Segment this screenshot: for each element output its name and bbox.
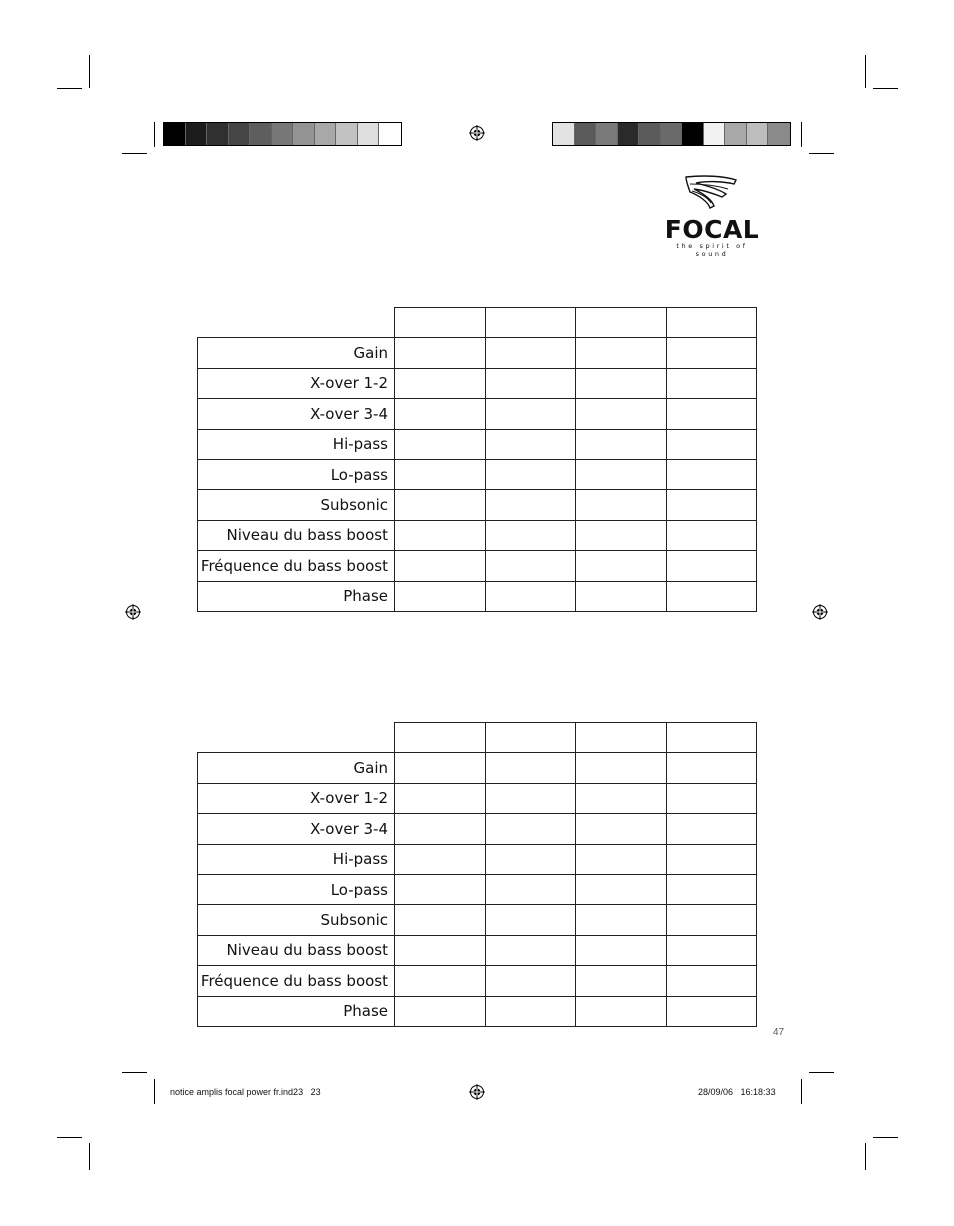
color-swatch — [575, 123, 597, 145]
color-swatch — [229, 123, 251, 145]
table-cell[interactable] — [576, 399, 667, 429]
table-cell[interactable] — [576, 905, 667, 935]
table-cell[interactable] — [395, 520, 486, 550]
table-cell[interactable] — [666, 723, 757, 753]
table-row — [198, 459, 757, 489]
table-cell[interactable] — [395, 551, 486, 581]
color-swatch — [379, 123, 401, 145]
table-header-row — [198, 723, 757, 753]
color-swatch — [768, 123, 790, 145]
table-cell[interactable] — [395, 753, 486, 783]
table-cell[interactable] — [576, 368, 667, 398]
row-label: Lo-pass — [198, 459, 395, 489]
crop-mark — [865, 55, 866, 88]
table-cell[interactable] — [576, 308, 667, 338]
color-swatch — [358, 123, 380, 145]
table-cell[interactable] — [576, 429, 667, 459]
table-row — [198, 581, 757, 611]
table-row — [198, 996, 757, 1026]
table-cell[interactable] — [576, 783, 667, 813]
table-cell[interactable] — [576, 338, 667, 368]
table-cell[interactable] — [485, 399, 576, 429]
table-cell[interactable] — [395, 581, 486, 611]
table-cell[interactable] — [395, 490, 486, 520]
table-cell[interactable] — [395, 996, 486, 1026]
color-swatch — [272, 123, 294, 145]
table-cell[interactable] — [485, 551, 576, 581]
brand-name: FOCAL — [664, 215, 760, 244]
color-swatch — [725, 123, 747, 145]
crop-mark — [122, 1072, 147, 1073]
settings-table-2 — [197, 722, 757, 1027]
table-cell[interactable] — [576, 520, 667, 550]
row-label: Fréquence du bass boost — [198, 966, 395, 996]
crop-mark — [801, 1079, 802, 1104]
table-cell[interactable] — [395, 966, 486, 996]
table-row — [198, 429, 757, 459]
row-label: Phase — [198, 996, 395, 1026]
table-cell[interactable] — [666, 551, 757, 581]
table-row — [198, 814, 757, 844]
table-cell[interactable] — [485, 368, 576, 398]
table-cell[interactable] — [576, 581, 667, 611]
table-cell[interactable] — [485, 753, 576, 783]
crop-mark — [801, 122, 802, 147]
table-cell[interactable] — [485, 814, 576, 844]
crop-mark — [809, 153, 834, 154]
table-cell[interactable] — [395, 338, 486, 368]
table-cell[interactable] — [666, 844, 757, 874]
table-row — [198, 490, 757, 520]
color-swatch — [186, 123, 208, 145]
table-cell[interactable] — [485, 308, 576, 338]
table-cell[interactable] — [485, 459, 576, 489]
table-corner — [198, 723, 395, 753]
table-row — [198, 905, 757, 935]
table-row — [198, 520, 757, 550]
table-cell[interactable] — [576, 723, 667, 753]
registration-mark-icon — [469, 125, 485, 141]
table-cell[interactable] — [395, 814, 486, 844]
table-cell[interactable] — [666, 399, 757, 429]
table-cell[interactable] — [666, 429, 757, 459]
table-cell[interactable] — [395, 399, 486, 429]
row-label: Hi-pass — [198, 429, 395, 459]
color-calibration-bar-left — [163, 122, 402, 146]
table-cell[interactable] — [576, 935, 667, 965]
table-cell[interactable] — [485, 905, 576, 935]
page-number: 47 — [773, 1027, 785, 1038]
table-cell[interactable] — [576, 814, 667, 844]
table-cell[interactable] — [485, 581, 576, 611]
table-cell[interactable] — [395, 723, 486, 753]
table-cell[interactable] — [395, 905, 486, 935]
color-swatch — [747, 123, 769, 145]
table-cell[interactable] — [666, 459, 757, 489]
color-swatch — [553, 123, 575, 145]
crop-mark — [57, 1137, 82, 1138]
footer-datetime: 28/09/06 16:18:33 — [698, 1087, 776, 1097]
table-row — [198, 338, 757, 368]
crop-mark — [809, 1072, 834, 1073]
color-swatch — [207, 123, 229, 145]
table-cell[interactable] — [576, 996, 667, 1026]
color-swatch — [596, 123, 618, 145]
table-row — [198, 399, 757, 429]
table-cell[interactable] — [666, 753, 757, 783]
crop-mark — [57, 88, 82, 89]
table-cell[interactable] — [576, 844, 667, 874]
crop-mark — [873, 1137, 898, 1138]
table-cell[interactable] — [485, 723, 576, 753]
table-cell[interactable] — [395, 308, 486, 338]
table-cell[interactable] — [666, 783, 757, 813]
color-swatch — [293, 123, 315, 145]
crop-mark — [873, 88, 898, 89]
crop-mark — [89, 1143, 90, 1170]
crop-mark — [154, 1079, 155, 1104]
table-row — [198, 966, 757, 996]
table-cell[interactable] — [395, 368, 486, 398]
table-cell[interactable] — [485, 874, 576, 904]
color-swatch — [250, 123, 272, 145]
table-cell[interactable] — [395, 459, 486, 489]
row-label: Gain — [198, 753, 395, 783]
table-cell[interactable] — [485, 490, 576, 520]
settings-table-1 — [197, 307, 757, 612]
table-cell[interactable] — [666, 935, 757, 965]
table-cell[interactable] — [485, 783, 576, 813]
table-row — [198, 783, 757, 813]
table-cell[interactable] — [666, 581, 757, 611]
table-row — [198, 368, 757, 398]
table-cell[interactable] — [485, 520, 576, 550]
table-row — [198, 753, 757, 783]
table-cell[interactable] — [666, 308, 757, 338]
row-label: X-over 3-4 — [198, 814, 395, 844]
table-cell[interactable] — [666, 996, 757, 1026]
row-label: Gain — [198, 338, 395, 368]
table-cell[interactable] — [576, 753, 667, 783]
table-row — [198, 844, 757, 874]
row-label: X-over 3-4 — [198, 399, 395, 429]
table-row — [198, 935, 757, 965]
crop-mark — [154, 122, 155, 147]
table-row — [198, 551, 757, 581]
color-swatch — [682, 123, 704, 145]
row-label: X-over 1-2 — [198, 368, 395, 398]
table-cell[interactable] — [666, 874, 757, 904]
table-cell[interactable] — [666, 814, 757, 844]
row-label: Niveau du bass boost — [198, 520, 395, 550]
color-swatch — [661, 123, 683, 145]
crop-mark — [89, 55, 90, 88]
table-cell[interactable] — [485, 429, 576, 459]
row-label: Subsonic — [198, 490, 395, 520]
registration-mark-icon — [469, 1084, 485, 1100]
row-label: Subsonic — [198, 905, 395, 935]
table-corner — [198, 308, 395, 338]
row-label: Hi-pass — [198, 844, 395, 874]
table-cell[interactable] — [485, 844, 576, 874]
table-cell[interactable] — [666, 966, 757, 996]
table-row — [198, 874, 757, 904]
table-cell[interactable] — [395, 783, 486, 813]
color-swatch — [704, 123, 726, 145]
table-cell[interactable] — [395, 874, 486, 904]
table-cell[interactable] — [576, 490, 667, 520]
row-label: Fréquence du bass boost — [198, 551, 395, 581]
color-calibration-bar-right — [552, 122, 791, 146]
table-cell[interactable] — [485, 338, 576, 368]
registration-mark-icon — [125, 604, 141, 620]
color-swatch — [315, 123, 337, 145]
row-label: Niveau du bass boost — [198, 935, 395, 965]
color-swatch — [639, 123, 661, 145]
table-cell[interactable] — [576, 874, 667, 904]
table-cell[interactable] — [666, 368, 757, 398]
table-cell[interactable] — [395, 844, 486, 874]
table-cell[interactable] — [666, 520, 757, 550]
table-cell[interactable] — [666, 338, 757, 368]
table-header-row — [198, 308, 757, 338]
crop-mark — [865, 1143, 866, 1170]
row-label: X-over 1-2 — [198, 783, 395, 813]
color-swatch — [336, 123, 358, 145]
table-cell[interactable] — [576, 966, 667, 996]
footer-filename: notice amplis focal power fr.ind23 23 — [170, 1087, 321, 1097]
table-cell[interactable] — [666, 905, 757, 935]
table-cell[interactable] — [485, 935, 576, 965]
registration-mark-icon — [812, 604, 828, 620]
table-cell[interactable] — [485, 966, 576, 996]
row-label: Phase — [198, 581, 395, 611]
table-cell[interactable] — [576, 459, 667, 489]
table-cell[interactable] — [395, 935, 486, 965]
table-cell[interactable] — [576, 551, 667, 581]
color-swatch — [618, 123, 640, 145]
color-swatch — [164, 123, 186, 145]
crop-mark — [122, 153, 147, 154]
row-label: Lo-pass — [198, 874, 395, 904]
table-cell[interactable] — [666, 490, 757, 520]
brand-tagline: the spirit of sound — [676, 242, 748, 258]
table-cell[interactable] — [485, 996, 576, 1026]
table-cell[interactable] — [395, 429, 486, 459]
